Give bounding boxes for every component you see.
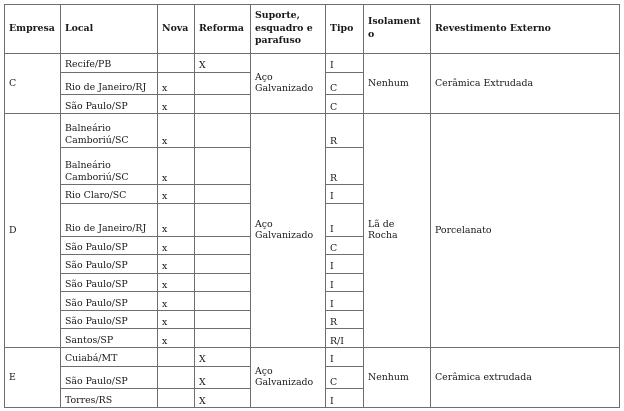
suporte-cell: Aço Galvanizado [251, 54, 326, 114]
reforma-cell [195, 236, 251, 255]
empresa-cell: E [5, 347, 61, 407]
header-suporte: Suporte, esquadro e parafuso [251, 5, 326, 54]
suporte-cell: Aço Galvanizado [251, 347, 326, 407]
reforma-cell [195, 113, 251, 147]
reforma-cell: X [195, 389, 251, 408]
local-cell: São Paulo/SP [61, 366, 158, 389]
tipo-cell: C [326, 366, 364, 389]
suporte-cell: Aço Galvanizado [251, 113, 326, 347]
tipo-cell: R [326, 147, 364, 184]
reforma-cell: X [195, 366, 251, 389]
tipo-cell: I [326, 185, 364, 204]
nova-cell: x [158, 113, 195, 147]
revestimento-cell: Cerâmica extrudada [431, 347, 620, 407]
tipo-cell: R [326, 310, 364, 329]
tipo-cell: C [326, 236, 364, 255]
table-row [5, 113, 620, 147]
tipo-cell: R/I [326, 329, 364, 348]
tipo-cell: I [326, 54, 364, 73]
tipo-cell: I [326, 389, 364, 408]
empresa-cell: D [5, 113, 61, 347]
local-cell: Torres/RS [61, 389, 158, 408]
nova-cell: x [158, 236, 195, 255]
data-table [4, 4, 620, 408]
header-nova: Nova [158, 5, 195, 54]
tipo-cell: C [326, 95, 364, 114]
header-empresa: Empresa [5, 5, 61, 54]
tipo-cell: C [326, 72, 364, 95]
nova-cell: x [158, 95, 195, 114]
nova-cell [158, 347, 195, 366]
reforma-cell [195, 95, 251, 114]
nova-cell: x [158, 72, 195, 95]
tipo-cell: I [326, 347, 364, 366]
tipo-cell: I [326, 203, 364, 236]
nova-cell: x [158, 185, 195, 204]
reforma-cell [195, 329, 251, 348]
revestimento-cell: Porcelanato [431, 113, 620, 347]
local-cell: Rio de Janeiro/RJ [61, 203, 158, 236]
local-cell: São Paulo/SP [61, 273, 158, 292]
reforma-cell [195, 310, 251, 329]
local-cell: São Paulo/SP [61, 236, 158, 255]
header-isolamento: Isolamento [364, 5, 431, 54]
nova-cell [158, 54, 195, 73]
nova-cell: x [158, 329, 195, 348]
reforma-cell [195, 273, 251, 292]
header-revestimento: Revestimento Externo [431, 5, 620, 54]
nova-cell: x [158, 203, 195, 236]
nova-cell: x [158, 255, 195, 274]
table-row [5, 54, 620, 73]
tipo-cell: I [326, 273, 364, 292]
nova-cell [158, 366, 195, 389]
local-cell: São Paulo/SP [61, 255, 158, 274]
header-reforma: Reforma [195, 5, 251, 54]
local-cell: Balneário Camboriú/SC [61, 113, 158, 147]
reforma-cell [195, 255, 251, 274]
reforma-cell [195, 185, 251, 204]
tipo-cell: R [326, 113, 364, 147]
local-cell: São Paulo/SP [61, 310, 158, 329]
tipo-cell: I [326, 292, 364, 311]
reforma-cell [195, 203, 251, 236]
local-cell: São Paulo/SP [61, 95, 158, 114]
reforma-cell [195, 147, 251, 184]
nova-cell: x [158, 147, 195, 184]
nova-cell [158, 389, 195, 408]
local-cell: Cuiabá/MT [61, 347, 158, 366]
local-cell: Balneário Camboriú/SC [61, 147, 158, 184]
local-cell: Recife/PB [61, 54, 158, 73]
empresa-cell: C [5, 54, 61, 114]
local-cell: Rio Claro/SC [61, 185, 158, 204]
isolamento-cell: Nenhum [364, 347, 431, 407]
revestimento-cell: Cerâmica Extrudada [431, 54, 620, 114]
reforma-cell: X [195, 347, 251, 366]
tipo-cell: I [326, 255, 364, 274]
nova-cell: x [158, 273, 195, 292]
isolamento-cell: Nenhum [364, 54, 431, 114]
reforma-cell: X [195, 54, 251, 73]
local-cell: Rio de Janeiro/RJ [61, 72, 158, 95]
table-row [5, 347, 620, 366]
local-cell: Santos/SP [61, 329, 158, 348]
local-cell: São Paulo/SP [61, 292, 158, 311]
isolamento-cell: Lã de Rocha [364, 113, 431, 347]
reforma-cell [195, 292, 251, 311]
header-row [5, 5, 620, 54]
nova-cell: x [158, 292, 195, 311]
header-tipo: Tipo [326, 5, 364, 54]
reforma-cell [195, 72, 251, 95]
header-local: Local [61, 5, 158, 54]
nova-cell: x [158, 310, 195, 329]
